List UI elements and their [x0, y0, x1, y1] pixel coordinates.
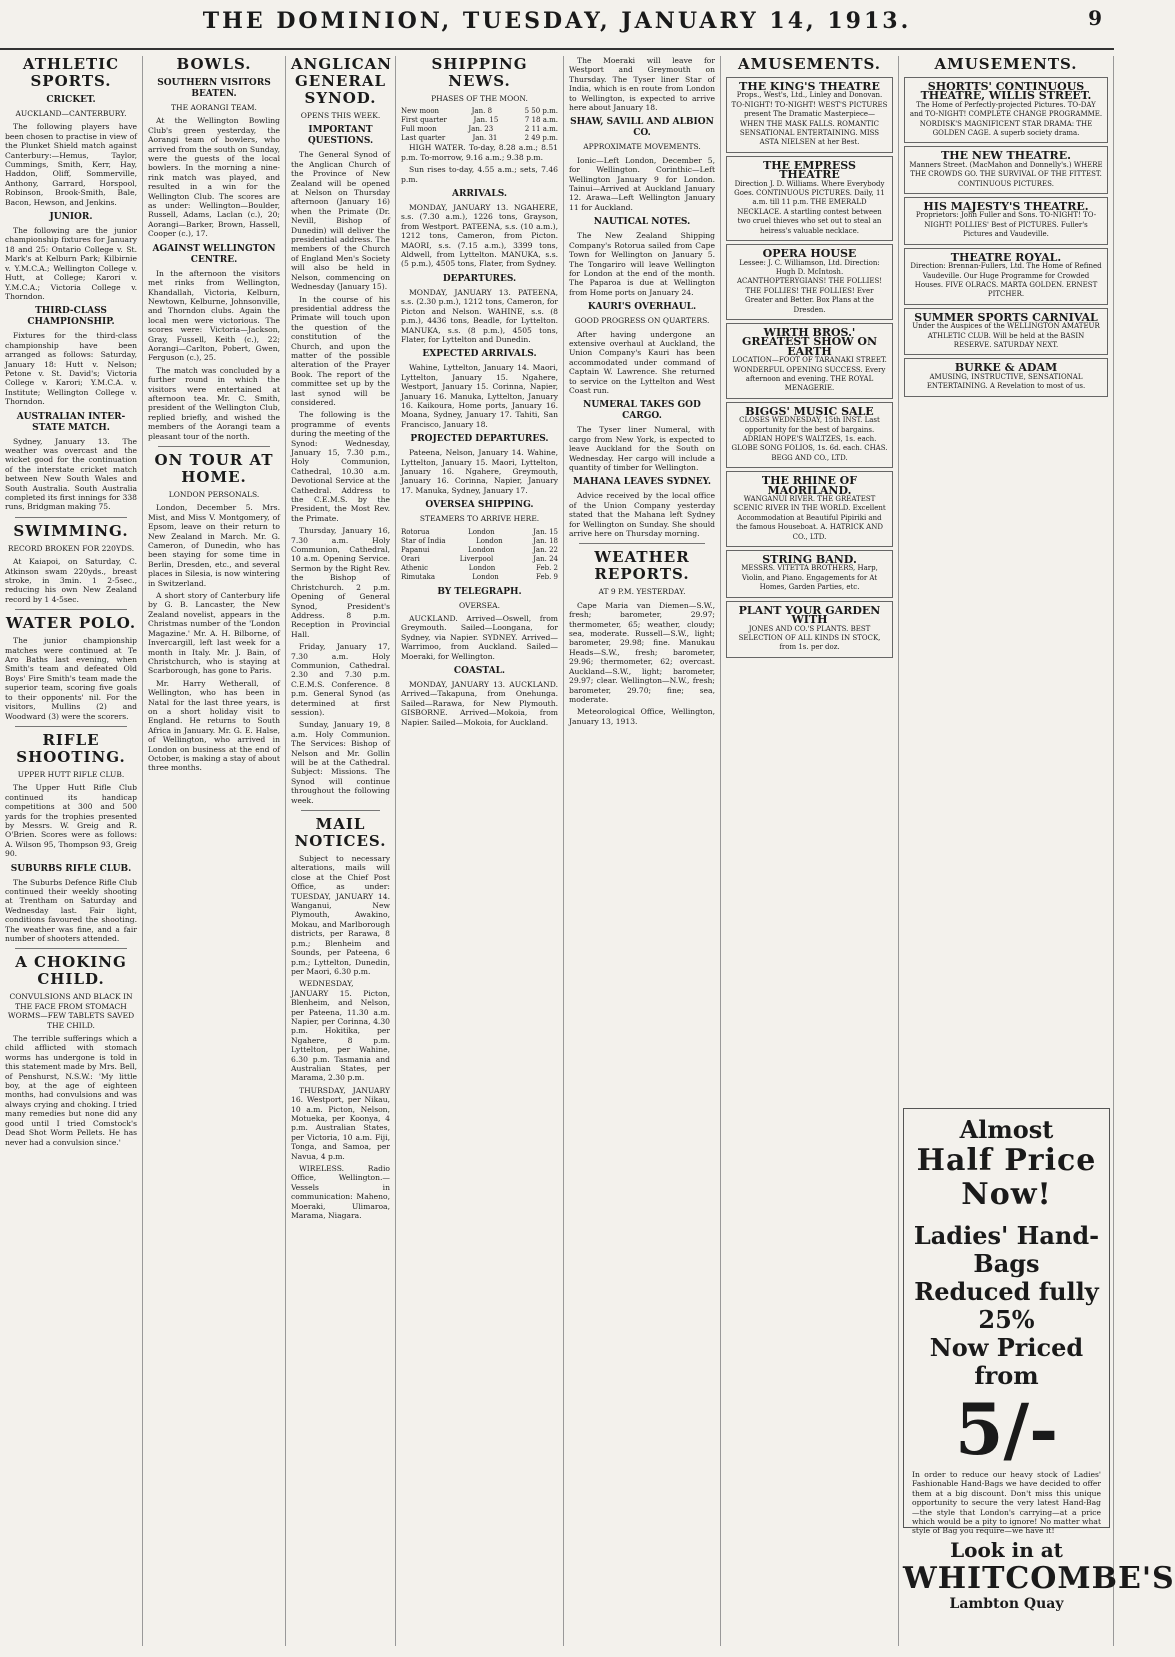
section-heading-weather: WEATHER REPORTS. [594, 548, 690, 584]
article-paragraph: Ionic—Left London, December 5, for Wellington. Corinthic—Left Wellington January 9 for London. Tainui—Arrived at Auckland January 12. Arawa—Left Wellington January 11 for Auckland. [569, 155, 715, 212]
advert-half-price: Half Price Now! [916, 1143, 1097, 1212]
article-paragraph: At the Wellington Bowling Club's green yesterday, the Aorangi team of bowlers, who arrived from the south on Sunday, were the guests of the local bowlers. In the morning a nine-rink match was played, and resulted in a win for the Wellington Club. The scores are as under: Wellington—Boulder, Russell, Adams, Laclan (c.), 20; Aorangi—Barker, Brown, Hassell, Cooper (c.), 17. [148, 116, 280, 239]
article-paragraph: After having undergone an extensive overhaul at Auckland, the Union Company's Kauri has been accommodated under command of Captain W. Lawrence. She returned to service on the Lyttelton and West Coast run. [569, 329, 715, 395]
article-paragraph: The Tyser liner Numeral, with cargo from New York, is expected to leave Auckland for the South on Wednesday. Her cargo will include a quantity of timber for Wellington. [569, 425, 715, 472]
column-2 [143, 56, 286, 1646]
masthead [0, 0, 1114, 50]
article-paragraph: The following is the programme of events during the meeting of the Synod: Wednesday, January 15, 7.30 p.m., Holy Communion, Cathedral, 10.30 a.m. Devotional Service at the Cathedral. Address to the C.E.M.S. by the President, the Most Rev. the Primate. [291, 410, 390, 523]
column-4 [396, 56, 564, 1646]
article-paragraph: The New Zealand Shipping Company's Rotorua sailed from Cape Town for Wellington on January 5. The Tongariro will leave Wellington for London at the end of the month. The Paparoa is due at Wellington from Home ports on January 24. [569, 231, 715, 297]
subheading-important-questions: IMPORTANT QUESTIONS. [307, 125, 374, 147]
article-paragraph: The Suburbs Defence Rifle Club continued their weekly shooting at Trentham on Saturday and Wednesday last. Fair light, conditions favoured the shooting. The weather was fine, and a fair number of shooters attended. [5, 877, 137, 943]
article-paragraph: The following players have been chosen to practise in view of the Plunket Shield match against Canterbury:—Hemus, Taylor, Cummings, Smith, Kerr, Hay, Haddon, Oliff, Sommerville, Anthony, Garrard, Horspool, Robinson, Brook-Smith, Bale, Bacon, Hewson, and Jenkins. [5, 122, 137, 207]
advert-now-priced: Now Priced from [929, 1333, 1084, 1390]
table-row: Papanui London Jan. 22 [401, 545, 558, 554]
subheading-departures: DEPARTURES. [442, 273, 517, 284]
subheading-cricket: CRICKET. [46, 95, 96, 105]
section-heading-athletic: ATHLETIC SPORTS. [22, 55, 120, 90]
advert-wanganui-river: THE RHINE OF MAORILAND. WANGANUI RIVER. THE GREATEST SCENIC RIVER IN THE WORLD. Excellent Accommodation at Beautiful Pipiriki and the famous Houseboat. A. HATRICK AND CO., LTD. [726, 471, 893, 547]
dek-opens: OPENS THIS WEEK. [300, 111, 381, 120]
section-heading-synod: ANGLICAN GENERAL SYNOD. [291, 55, 393, 107]
advert-look-in: Look in at [950, 1538, 1063, 1562]
article-paragraph: HIGH WATER. To-day, 8.28 a.m.; 8.51 p.m. To-morrow, 9.16 a.m.; 9.38 p.m. [401, 143, 558, 162]
dek-auckland-canterbury: AUCKLAND—CANTERBURY. [15, 109, 127, 118]
divider [579, 543, 705, 544]
table-row: Last quarter Jan. 31 2 49 p.m. [401, 134, 558, 143]
article-paragraph: Friday, January 17, 7.30 a.m. Holy Communion, Cathedral. 2.30 and 7.30 p.m. C.E.M.S. Conference. 8 p.m. General Synod (as determined at first session). [291, 642, 390, 717]
article-paragraph: Sunday, January 19, 8 a.m. Holy Communion. The Services: Bishop of Nelson and Mr. Gollin will be at the Cathedral. Subject: Missions. The Synod will continue throughout the following week. [291, 720, 390, 805]
table-row: New moon Jan. 8 5 50 p.m. [401, 107, 558, 116]
column-1 [0, 56, 143, 1646]
section-heading-swimming: SWIMMING. [13, 521, 129, 540]
divider [15, 726, 127, 727]
column-6 [721, 56, 899, 1646]
table-row: Athenic London Feb. 2 [401, 563, 558, 572]
article-paragraph: THURSDAY, JANUARY 16. Westport, per Nikau, 10 a.m. Picton, Nelson, Motueka, per Koonya, 4 p.m. Australian States, per Victoria, 10 a.m. Fiji, Tonga, and Samoa, per Navua, 4 p.m. [291, 1085, 390, 1161]
article-paragraph: The terrible sufferings which a child afflicted with stomach worms has undergone is told in this statement made by Mrs. Bell, of Penshurst, N.S.W.: 'My little boy, at the age of eighteen months, had convulsions and was always crying and choking. I tried many remedies but none did any good until I tried Comstock's Dead Shot Worm Pellets. He has never had a convulsion since.' [5, 1034, 137, 1147]
advert-theatre-royal: THEATRE ROYAL. Direction: Brennan-Fullers, Ltd. The Home of Refined Vaudeville. Our Huge Programme for Crowded Houses. FIVE OLRACS. MARTA GOLDEN. ERNEST PITCHER. [904, 248, 1108, 305]
advert-ladies-handbags: Ladies' Hand-Bags [913, 1221, 1100, 1278]
dek-aorangi: THE AORANGI TEAM. [171, 103, 257, 112]
dek-convulsions: CONVULSIONS AND BLACK IN THE FACE FROM STOMACH WORMS—FEW TABLETS SAVED THE CHILD. [7, 992, 135, 1030]
article-paragraph: In the course of his presidential address the Primate will touch upon the question of the constitution of the Church, and upon the matter of the possible alteration of the Prayer Book. The report of the committee set up by the last synod will be considered. [291, 294, 390, 407]
article-paragraph: WIRELESS. Radio Office, Wellington.—Vessels in communication: Maheno, Moeraki, Ulimaroa, Marama, Niagara. [291, 1164, 390, 1221]
dek-9pm: AT 9 P.M. YESTERDAY. [598, 587, 686, 597]
handbag-sale-advert [903, 1108, 1110, 1536]
advert-string-band: STRING BAND. MESSRS. VITETTA BROTHERS, Harp, Violin, and Piano. Engagements for At Homes, Garden Parties, etc. [726, 550, 893, 598]
article-paragraph: The Upper Hutt Rifle Club continued its handicap competitions at 300 and 500 yards for the trophies presented by Messrs. W. Greig and R. O'Brien. Scores were as follows: A. Wilson 95, Thompson 93, Greig 90. [5, 783, 137, 859]
table-row: First quarter Jan. 15 7 18 a.m. [401, 116, 558, 125]
article-paragraph: At Kaiapoi, on Saturday, C. Atkinson swam 220yds., breast stroke, in 3min. 1 2-5sec., reducing his own New Zealand record by 1 4-5sec. [5, 557, 137, 604]
section-heading-choking-child: A CHOKING CHILD. [15, 953, 127, 989]
article-paragraph: Cape Maria van Diemen—S.W., fresh; barometer, 29.97; thermometer, 65; weather, cloudy; sea, moderate. Russell—S.W., light; barometer, 29.98; fine. Manukau Heads—S.W., fresh; barometer, 29.96; thermometer, 62; overcast. Auckland—S.W., light; barometer, 29.97; clear. Wellington—N.W., fresh; barometer, 29.70; fine; sea, moderate. [569, 600, 715, 704]
article-paragraph: Advice received by the local office of the Union Company yesterday stated that the Mahana left Sydney for Wellington on Sunday. She should arrive here on Thursday morning. [569, 491, 715, 539]
article-paragraph: Sydney, January 13. The weather was overcast and the wicket good for the continuation of the interstate cricket match between New South Wales and South Australia. South Australia completed its first innings for 338 runs, Bridgman making 75. [5, 436, 137, 512]
table-row: Star of India London Jan. 18 [401, 536, 558, 545]
masthead-title: THE DOMINION, TUESDAY, JANUARY 14, 1913. [202, 8, 912, 34]
subheading-oversea-shipping: OVERSEA SHIPPING. [425, 500, 534, 511]
article-paragraph: The Moeraki will leave for Westport and Greymouth on Thursday. The Tyser liner Star of India, which is en route from London to Wellington, is expected to arrive here about January 18. [569, 56, 715, 113]
article-paragraph: The match was concluded by a further round in which the visitors were entertained at afternoon tea. Mr. C. Smith, president of the Wellington Club, replied briefly, and wished the members of the Aorangi team a pleasant tour of the north. [148, 365, 280, 441]
divider [15, 517, 127, 518]
section-heading-rifle: RIFLE SHOOTING. [16, 730, 126, 766]
table-row: Full moon Jan. 23 2 11 a.m. [401, 125, 558, 134]
subheading-third-class: THIRD-CLASS CHAMPIONSHIP. [27, 306, 115, 328]
whitcombes-advert [903, 1532, 1175, 1647]
subheading-arrivals: ARRIVALS. [451, 189, 508, 200]
subheading-numeral: NUMERAL TAKES GOD CARGO. [583, 400, 701, 422]
advert-new-theatre: THE NEW THEATRE. Manners Street. (MacMahon and Donnelly's.) WHERE THE CROWDS GO. THE SURVIVAL OF THE FITTEST. CONTINUOUS PICTURES. [904, 146, 1108, 194]
subheading-expected-arrivals: EXPECTED ARRIVALS. [422, 349, 537, 360]
advert-shortts-theatre: SHORTTS' CONTINUOUS THEATRE, WILLIS STREET. The Home of Perfectly-projected Pictures. TO-DAY and TO-NIGHT! COMPLETE CHANGE PROGRAMME. NORDISK'S MAGNIFICENT STAR DRAMA: THE GOLDEN CAGE. A superb society drama. [904, 77, 1108, 143]
subheading-interstate: AUSTRALIAN INTER-STATE MATCH. [16, 411, 126, 433]
subheading-kauri: KAURI'S OVERHAUL. [587, 302, 697, 313]
advert-music-sale: BIGGS' MUSIC SALE CLOSES WEDNESDAY, 15th INST. Last opportunity for the best of bargains. ADRIAN HOPE'S WALTZES, 1s. each. GLOBE SONG FOLIOS, 1s. 6d. each. CHAS. BEGG AND CO., LTD. [726, 402, 893, 468]
article-paragraph: MONDAY, JANUARY 13. NGAHERE, s.s. (7.30 a.m.), 1226 tons, Grayson, from Westport. PATEENA, s.s. (10 a.m.), 1212 tons, Cameron, from Picton. MAORI, s.s. (7.15 a.m.), 3399 tons, Aldwell, from Lyttelton. MANUKA, s.s. (5 p.m.), 4505 tons, Flater, from Sydney. [401, 203, 558, 269]
article-paragraph: In the afternoon the visitors met rinks from Wellington, Khandallah, Victoria, Kelburn, Newtown, Kelburne, Johnsonville, and Thorndon clubs. Again the local men were victorious. The scores were: Victoria—Jackson, Gray, Fussell, Keith (c.), 22; Aorangi—Carlton, Pobert, Gwen, Ferguson (c.), 25. [148, 268, 280, 363]
advert-description: In order to reduce our heavy stock of Ladies' Fashionable Hand-Bags we have decided to offer them at a big discount. Don't miss this unique opportunity to secure the very latest Hand-Bag—the style that London's carrying—at a price which would be a pity to ignore! No matter what style of Bag you require—we have it! [912, 1470, 1101, 1536]
article-paragraph: Pateena, Nelson, January 14. Wahine, Lyttelton, January 15. Maori, Lyttelton, January 16. Ngahere, Greymouth, January 16. Corinna, Napier, January 17. Manuka, Sydney, January 17. [401, 448, 558, 495]
subheading-junior: JUNIOR. [49, 212, 93, 223]
article-paragraph: The junior championship matches were continued at Te Aro Baths last evening, when Smith's team and defeated Old Boys' Fire Smith's team made the superior team, scoring five goals to their opponents' nil. For the visitors, Mullins (2) and Woodward (3) were the scorers. [5, 636, 137, 721]
article-paragraph: Meteorological Office, Wellington, January 13, 1913. [569, 707, 715, 726]
advert-wirth-bros: WIRTH BROS.' GREATEST SHOW ON EARTH LOCATION—FOOT OF TARANAKI STREET. WONDERFUL OPENING SUCCESS. Every afternoon and evening. THE ROYAL MENAGERIE. [726, 323, 893, 399]
dek-steamers: STEAMERS TO ARRIVE HERE. [419, 514, 540, 524]
advert-opera-house: OPERA HOUSE Lessee: J. C. Williamson, Ltd. Direction: Hugh D. McIntosh. ACANTHOPTERYGIANS! THE FOLLIES! THE FOLLIES! THE FOLLIES! Ever Greater and Better. Box Plans at the Dresden. [726, 244, 893, 320]
advert-whitcombes: WHITCOMBE'S [903, 1561, 1175, 1596]
article-paragraph: London, December 5. Mrs. Mist, and Miss V. Montgomery, of Epsom, leave on their return to New Zealand in March. Mr. G. Cameron, of Dunedin, who has been staying for some time in Berlin, Dresden, etc., and several places in Silesia, is now wintering in Switzerland. [148, 503, 280, 588]
divider [301, 810, 380, 811]
table-row: Orari Liverpool Jan. 24 [401, 554, 558, 563]
article-paragraph: Wahine, Lyttelton, January 14. Maori, Lyttelton, January 15. Ngahere, Westport, January 15. Corinna, Napier, January 16. Manuka, Lyttelton, January 16. Kaikoura, Home ports, January 16. Moana, Sydney, January 17. Tahiti, San Francisco, January 18. [401, 363, 558, 429]
article-paragraph: WEDNESDAY, JANUARY 15. Picton, Blenheim, and Nelson, per Pateena, 11.30 a.m. Napier, per Corinna, 4.30 p.m. Hokitika, per Ngahere, 8 p.m. Lyttelton, per Wahine, 6.30 p.m. Tasmania and Australian States, per Marama, 2.30 p.m. [291, 979, 390, 1083]
dek-upper-hutt: UPPER HUTT RIFLE CLUB. [17, 769, 125, 779]
table-row: Rimutaka London Feb. 9 [401, 572, 558, 581]
advert-empress-theatre: THE EMPRESS THEATRE Direction J. D. Williams. Where Everybody Goes. CONTINUOUS PICTURES. Daily, 11 a.m. till 11 p.m. THE EMERALD NECKLACE. A startling contest between two cruel thieves who set out to steal an heiress's valuable necklace. [726, 156, 893, 241]
section-heading-mail-notices: MAIL NOTICES. [294, 815, 387, 851]
dek-quarters: GOOD PROGRESS ON QUARTERS. [574, 316, 710, 326]
subheading-against-wellington: AGAINST WELLINGTON CENTRE. [152, 243, 276, 265]
dek-record: RECORD BROKEN FOR 220YDS. [7, 543, 135, 553]
article-paragraph: The following are the junior championship fixtures for January 18 and 25: Ontario College v. St. Mark's at Kelburn Park; Kilbirnie v. Y.M.C.A.; Wellington College v. Hutt, at College; Karori v. Y.M.C.A.; Victoria College v. Thorndon. [5, 226, 137, 301]
advert-his-majestys: HIS MAJESTY'S THEATRE. Proprietors: John Fuller and Sons. TO-NIGHT! TO-NIGHT! POLLIES' Best of PICTURES. Fuller's Pictures and Vaudeville. [904, 197, 1108, 245]
page-number: 9 [1088, 6, 1102, 30]
subheading-mahana: MAHANA LEAVES SYDNEY. [573, 477, 711, 488]
article-paragraph: MONDAY, JANUARY 13. AUCKLAND. Arrived—Takapuna, from Onehunga. Sailed—Rarawa, for New Plymouth. GISBORNE. Arrived—Mokoia, from Napier. Sailed—Mokoia, for Auckland. [401, 680, 558, 727]
moon-table [401, 107, 558, 143]
advert-sports-carnival: SUMMER SPORTS CARNIVAL Under the Auspices of the WELLINGTON AMATEUR ATHLETIC CLUB. Will be held at the BASIN RESERVE. SATURDAY NEXT. [904, 308, 1108, 356]
article-paragraph: MONDAY, JANUARY 13. PATEENA, s.s. (2.30 p.m.), 1212 tons, Cameron, for Picton and Nelson. WAHINE, s.s. (8 p.m.), 4436 tons, Beadle, for Lyttelton. MANUKA, s.s. (8 p.m.), 4505 tons, Flater, for Lyttelton and Dunedin. [401, 287, 558, 344]
subheading-suburbs: SUBURBS RIFLE CLUB. [10, 863, 132, 874]
section-heading-amusements-2: AMUSEMENTS. [934, 55, 1078, 73]
divider [158, 446, 270, 447]
ships-table [401, 528, 558, 582]
dek-movements: APPROXIMATE MOVEMENTS. [583, 142, 701, 152]
advert-kings-theatre: THE KING'S THEATRE Props., West's, Ltd., Linley and Donovan. TO-NIGHT! TO-NIGHT! WEST'S PICTURES present The Dramatic Masterpiece— WHEN THE MASK FALLS. ROMANTIC SENSATIONAL ENTERTAINING. MISS ASTA NIELSEN at her Best. [726, 77, 893, 153]
dek-moon-phases: PHASES OF THE MOON. [431, 94, 528, 103]
subheading-nautical-notes: NAUTICAL NOTES. [593, 217, 691, 228]
article-paragraph: A short story of Canterbury life by G. B. Lancaster, the New Zealand novelist, appears in the Christmas number of the 'London Magazine.' Mr. A. H. Bilborne, of Invercargill, left last week for a month in Italy. Mr. J. Bain, of Christchurch, who is staying at Scarborough, has gone to Paris. [148, 591, 280, 676]
advert-price: 5/- [954, 1388, 1059, 1471]
subheading-southern-visitors: SOUTHERN VISITORS BEATEN. [157, 78, 271, 99]
article-paragraph: The General Synod of the Anglican Church of the Province of New Zealand will be opened at Nelson on Thursday afternoon (January 16) when the Primate (Dr. Nevill, Bishop of Dunedin) will deliver the presidential address. The members of the Church of England Men's Society will also be held in Nelson, commencing on Wednesday (January 15). [291, 150, 390, 292]
advert-reduced: Reduced fully 25% [914, 1277, 1099, 1334]
subheading-projected-departures: PROJECTED DEPARTURES. [410, 434, 549, 445]
section-heading-shipping: SHIPPING NEWS. [431, 55, 528, 90]
section-heading-amusements: AMUSEMENTS. [737, 55, 882, 73]
section-heading-on-tour: ON TOUR AT HOME. [154, 451, 274, 486]
subheading-coastal: COASTAL. [453, 666, 506, 677]
article-paragraph: AUCKLAND. Arrived—Oswell, from Greymouth. Sailed—Loongana, for Sydney, via Napier. SYDNEY. Arrived—Warrimoo, from Auckland. Sailed—Moeraki, for Wellington. [401, 614, 558, 661]
article-paragraph: Fixtures for the third-class championship have been arranged as follows: Saturday, January 18: Hutt v. Nelson; Petone v. St. David's; Victoria College v. Karori; Y.M.C.A. v. Institute; Wellington College v. Thorndon. [5, 331, 137, 407]
subheading-shaw-savill: SHAW, SAVILL AND ALBION CO. [570, 117, 714, 139]
article-paragraph: Thursday, January 16, 7.30 a.m. Holy Communion, Cathedral, 10 a.m. Opening Service. Sermon by the Right Rev. the Bishop of Christchurch. 2 p.m. Opening of General Synod, President's Address. 8 p.m. Reception in Provincial Hall. [291, 526, 390, 639]
advert-lambton-quay: Lambton Quay [949, 1596, 1064, 1612]
article-paragraph: Sun rises to-day, 4.55 a.m.; sets, 7.46 p.m. [401, 165, 558, 184]
section-heading-water-polo: WATER POLO. [5, 614, 137, 633]
advert-plants: PLANT YOUR GARDEN WITH JONES AND CO.'S PLANTS. BEST SELECTION OF ALL KINDS IN STOCK, from 1s. per doz. [726, 601, 893, 658]
table-row: Rotorua London Jan. 15 [401, 527, 558, 536]
divider [15, 948, 127, 949]
advert-almost: Almost [959, 1115, 1054, 1144]
article-paragraph: Subject to necessary alterations, mails will close at the Chief Post Office, as under: TUESDAY, JANUARY 14. Wanganui, New Plymouth, Awakino, Mokau, and Marlborough districts, per Rarawa, 8 p.m.; Blenheim and Sounds, per Pateena, 6 p.m.; Lyttelton, Dunedin, per Maori, 6.30 p.m. [291, 854, 390, 976]
dek-london-personals: LONDON PERSONALS. [168, 490, 260, 499]
divider [15, 609, 127, 610]
section-heading-bowls: BOWLS. [176, 55, 252, 73]
column-3 [286, 56, 396, 1646]
dek-oversea: OVERSEA. [459, 600, 500, 610]
subheading-by-telegraph: BY TELEGRAPH. [437, 586, 522, 597]
advert-burke-adam: BURKE & ADAM AMUSING, INSTRUCTIVE, SENSATIONAL ENTERTAINING. A Revelation to most of us. [904, 358, 1108, 396]
column-5 [564, 56, 721, 1646]
article-paragraph: Mr. Harry Wetherall, of Wellington, who has been in Natal for the last three years, is on a short holiday visit to England. He returns to South Africa in January. Mr. G. E. Halse, of Wellington, who arrived in London on business at the end of October, is making a stay of about three months. [148, 678, 280, 773]
